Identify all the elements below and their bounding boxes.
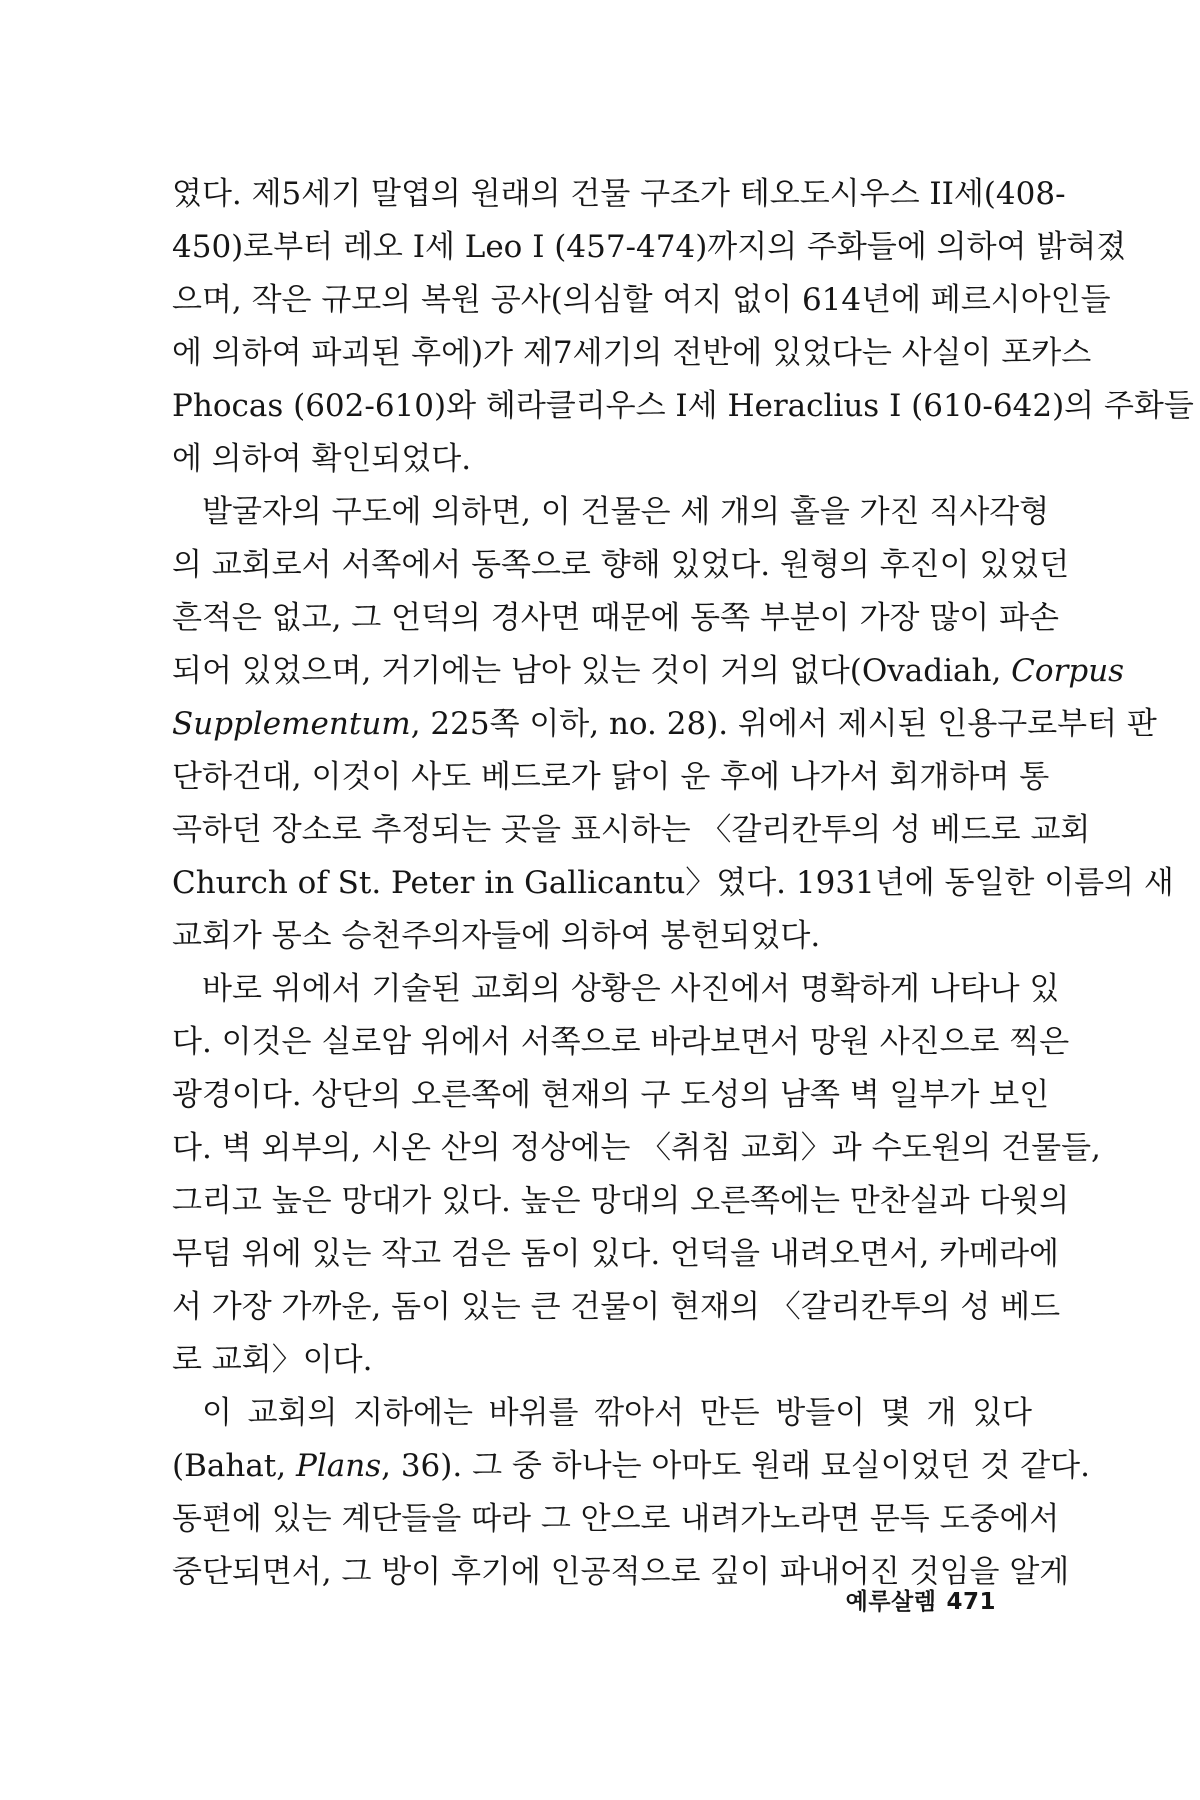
text-fragment: 되어 있었으며, 거기에는 남아 있는 것이 거의 없다(Ovadiah, [172,653,1012,689]
text-line: 광경이다. 상단의 오른쪽에 현재의 구 도성의 남쪽 벽 일부가 보인 [172,1077,1050,1113]
paragraph-2 [172,486,1174,963]
running-footer [836,1583,996,1616]
paragraph-1 [172,168,1194,486]
page-number: 471 [946,1589,996,1615]
running-title: 예루살렘 [845,1589,937,1615]
text-line: Phocas (602-610)와 헤라클리우스 I세 Heraclius I (610-642)의 주화들 [172,388,1194,424]
text-line: Church of St. Peter in Gallicantu〉였다. 1931년에 동일한 이름의 새 [172,865,1174,901]
text-line: 에 의하여 확인되었다. [172,441,472,477]
text-fragment: , 225쪽 이하, no. 28). 위에서 제시된 인용구로부터 판 [410,706,1157,742]
text-line: 동편에 있는 계단들을 따라 그 안으로 내려가노라면 문득 도중에서 [172,1501,1060,1537]
text-line: 다. 이것은 실로암 위에서 서쪽으로 바라보면서 망원 사진으로 찍은 [172,1024,1070,1060]
text-line: 교회가 몽소 승천주의자들에 의하여 봉헌되었다. [172,918,821,954]
text-line: 으며, 작은 규모의 복원 공사(의심할 여지 없이 614년에 페르시아인들 [172,282,1111,318]
text-line: 이 교회의 지하에는 바위를 깎아서 만든 방들이 몇 개 있다 [202,1395,1032,1431]
text-line: 였다. 제5세기 말엽의 원래의 건물 구조가 테오도시우스 II세(408- [172,176,1066,212]
body-text [172,168,1194,1599]
text-fragment: , 36). 그 중 하나는 아마도 원래 묘실이었던 것 같다. [381,1448,1090,1484]
paragraph-4 [172,1387,1090,1599]
text-line: 흔적은 없고, 그 언덕의 경사면 때문에 동쪽 부분이 가장 많이 파손 [172,600,1059,636]
text-line: 무덤 위에 있는 작고 검은 돔이 있다. 언덕을 내려오면서, 카메라에 [172,1236,1059,1272]
text-line: 발굴자의 구도에 의하면, 이 건물은 세 개의 홀을 가진 직사각형 [202,494,1050,530]
text-line: 바로 위에서 기술된 교회의 상황은 사진에서 명확하게 나타나 있 [202,971,1060,1007]
text-fragment: (Bahat, [172,1448,296,1484]
text-line: 서 가장 가까운, 돔이 있는 큰 건물이 현재의 〈갈리칸투의 성 베드 [172,1289,1061,1325]
paragraph-3 [172,963,1101,1387]
italic-title-plans: Plans [295,1448,382,1484]
text-line: 그리고 높은 망대가 있다. 높은 망대의 오른쪽에는 만찬실과 다윗의 [172,1183,1070,1219]
italic-title-corpus: Corpus [1011,653,1125,689]
text-line: 로 교회〉이다. [172,1342,373,1378]
text-line: 다. 벽 외부의, 시온 산의 정상에는 〈취침 교회〉과 수도원의 건물들, [172,1130,1101,1166]
text-line: 450)로부터 레오 I세 Leo I (457-474)까지의 주화들에 의하여 밝혀졌 [172,229,1127,265]
text-line: 중단되면서, 그 방이 후기에 인공적으로 깊이 파내어진 것임을 알게 [172,1554,1070,1590]
text-line [172,698,1157,751]
italic-title-supplementum: Supplementum [172,706,411,742]
text-line [172,645,1125,698]
text-line: 의 교회로서 서쪽에서 동쪽으로 향해 있었다. 원형의 후진이 있었던 [172,547,1070,583]
text-line: 곡하던 장소로 추정되는 곳을 표시하는 〈갈리칸투의 성 베드로 교회 [172,812,1091,848]
text-line [172,1440,1090,1493]
text-line: 에 의하여 파괴된 후에)가 제7세기의 전반에 있었다는 사실이 포카스 [172,335,1092,371]
text-line: 단하건대, 이것이 사도 베드로가 닭이 운 후에 나가서 회개하며 통 [172,759,1050,795]
